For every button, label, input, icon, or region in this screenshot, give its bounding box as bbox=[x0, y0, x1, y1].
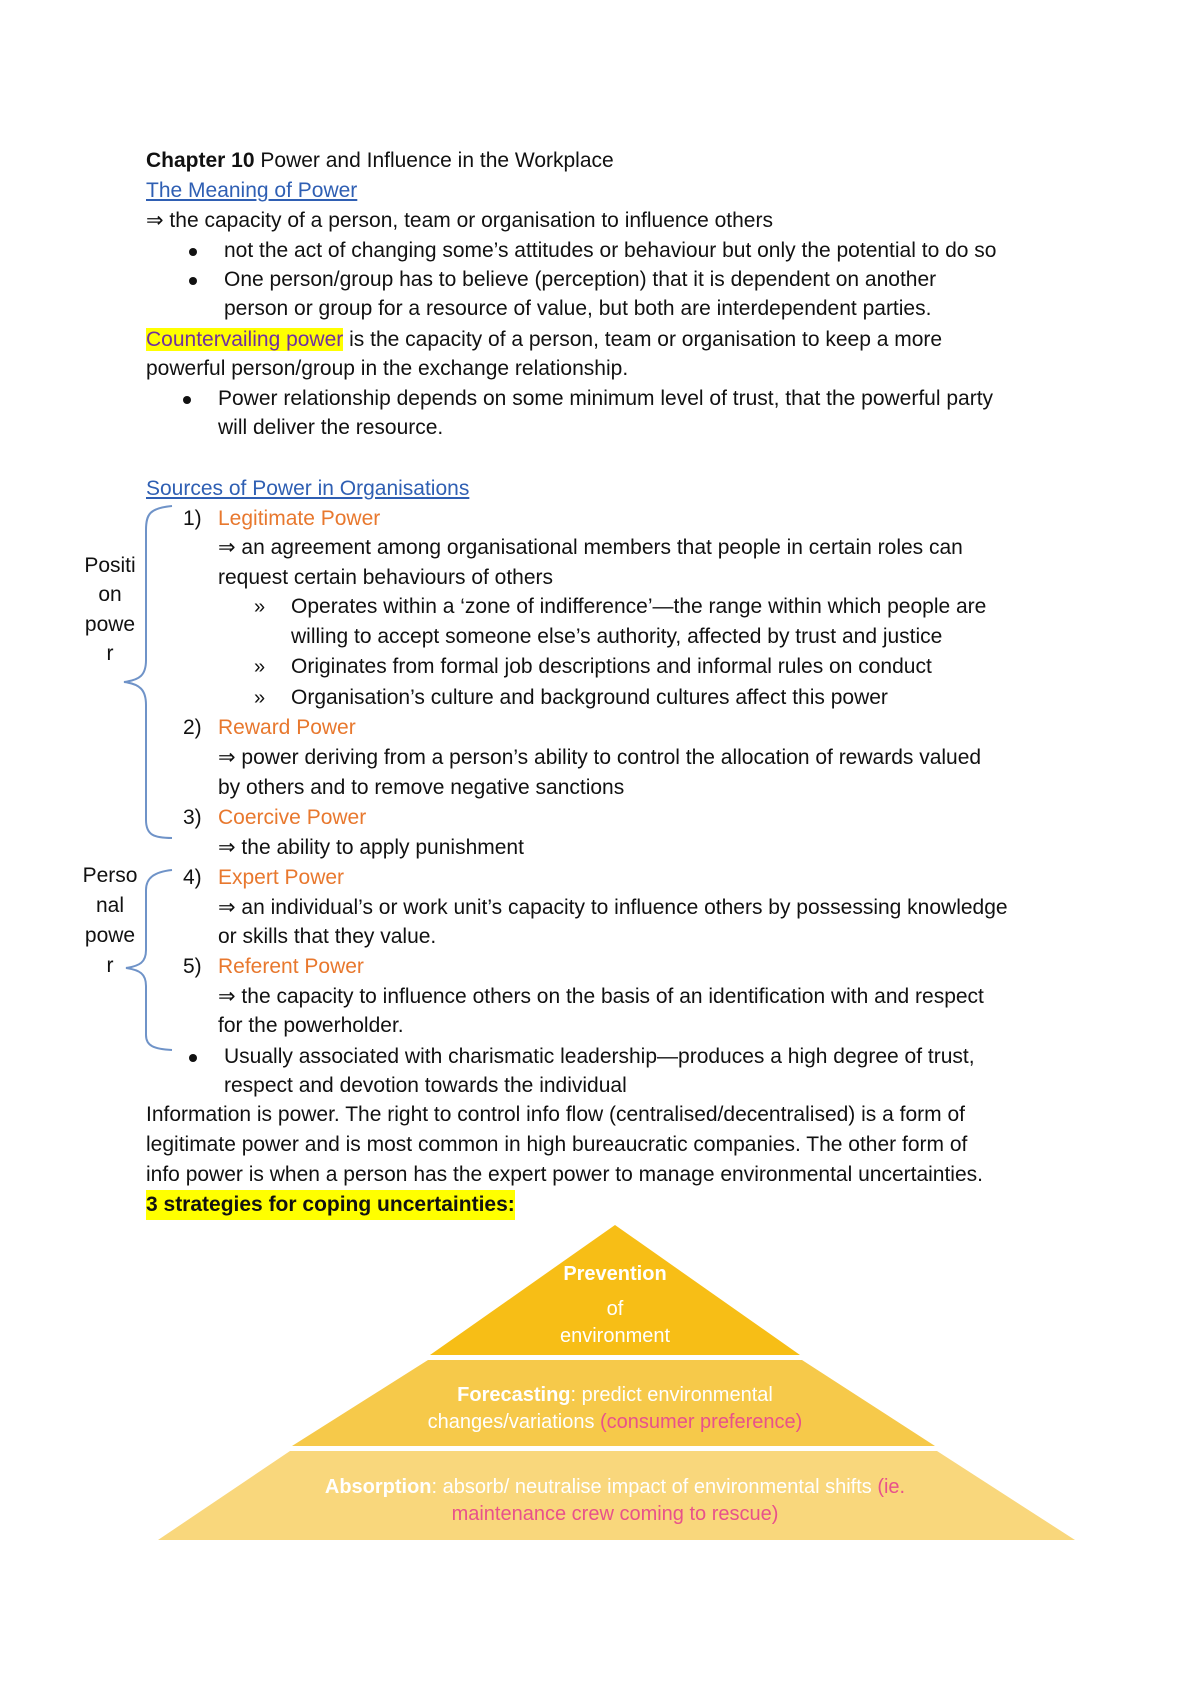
meaning-bullet-2-cont: person or group for a resource of value, but both are interdependent parties. bbox=[224, 297, 932, 320]
pyramid-middle-label-1 bbox=[457, 1384, 773, 1406]
item-number: 2) bbox=[183, 716, 202, 739]
personal-label-3: powe bbox=[84, 924, 136, 947]
item-number: 4) bbox=[183, 866, 202, 889]
item-number: 3) bbox=[183, 806, 202, 829]
pyramid-top-label-2: of bbox=[606, 1298, 624, 1320]
info-line-1: Information is power. The right to control info flow (centralised/decentralised) is a form of bbox=[146, 1103, 965, 1126]
personal-label-4: r bbox=[106, 954, 114, 977]
meaning-bullet-2: One person/group has to believe (perception) that it is dependent on another bbox=[224, 268, 937, 291]
pyramid-bottom-label-1 bbox=[325, 1476, 905, 1498]
legit-sub-1-cont: willing to accept someone else’s authority, affected by trust and justice bbox=[291, 625, 943, 648]
forecasting-example: (consumer preference) bbox=[600, 1411, 803, 1433]
referent-bullet: Usually associated with charismatic leadership—produces a high degree of trust, bbox=[224, 1045, 975, 1068]
info-line-3: info power is when a person has the expert power to manage environmental uncertainties. bbox=[146, 1163, 983, 1186]
reward-line-1: ⇒ power deriving from a person’s ability to control the allocation of rewards valued bbox=[218, 746, 982, 769]
expert-line-2: or skills that they value. bbox=[218, 925, 437, 948]
bullet-icon bbox=[189, 1054, 197, 1062]
bullet-icon bbox=[189, 277, 197, 285]
referent-bullet-cont: respect and devotion towards the individual bbox=[224, 1074, 627, 1097]
absorption-text: : absorb/ neutralise impact of environmental shifts bbox=[431, 1476, 878, 1498]
referent-line-2: for the powerholder. bbox=[218, 1014, 404, 1037]
absorption-term: Absorption bbox=[324, 1476, 432, 1498]
page-title bbox=[146, 146, 614, 176]
info-line-2: legitimate power and is most common in high bureaucratic companies. The other form of bbox=[146, 1133, 968, 1156]
legitimate-line-1: ⇒ an agreement among organisational members that people in certain roles can bbox=[218, 536, 963, 559]
countervailing-text: is the capacity of a person, team or organisation to keep a more bbox=[343, 328, 943, 351]
position-label-1: Positi bbox=[84, 554, 136, 577]
bullet-icon bbox=[189, 248, 197, 256]
coercive-power-title: Coercive Power bbox=[218, 806, 367, 829]
legit-sub-2: Originates from formal job descriptions and informal rules on conduct bbox=[291, 655, 932, 678]
reward-power-title: Reward Power bbox=[218, 716, 356, 739]
legit-sub-1: Operates within a ‘zone of indifference’—the range within which people are bbox=[291, 595, 987, 618]
position-label-4: r bbox=[106, 642, 114, 665]
pyramid-top-label-1: Prevention bbox=[563, 1263, 667, 1285]
item-number: 5) bbox=[183, 955, 202, 978]
expert-power-title: Expert Power bbox=[218, 866, 345, 889]
legitimate-line-2: request certain behaviours of others bbox=[218, 566, 554, 589]
countervailing-line-1 bbox=[146, 325, 942, 355]
forecasting-text: : predict environmental bbox=[570, 1384, 773, 1406]
strategy-pyramid bbox=[0, 1220, 1200, 1550]
legitimate-power-title: Legitimate Power bbox=[218, 507, 381, 530]
expert-line-1: ⇒ an individual’s or work unit’s capacity to influence others by possessing knowledge bbox=[218, 896, 1008, 919]
forecasting-term: Forecasting bbox=[457, 1384, 571, 1406]
referent-line-1: ⇒ the capacity to influence others on the basis of an identification with and respect bbox=[218, 985, 984, 1008]
chapter-title: Power and Influence in the Workplace bbox=[254, 149, 614, 172]
countervailing-bullet-cont: will deliver the resource. bbox=[218, 416, 444, 439]
chevron-icon: » bbox=[254, 596, 266, 618]
bullet-icon bbox=[183, 396, 191, 404]
countervailing-term: Countervailing power bbox=[146, 328, 344, 351]
reward-line-2: by others and to remove negative sanctions bbox=[218, 776, 625, 799]
position-label-3: powe bbox=[84, 613, 136, 636]
referent-power-title: Referent Power bbox=[218, 955, 364, 978]
meaning-bullet-1: not the act of changing some’s attitudes or behaviour but only the potential to do so bbox=[224, 239, 997, 262]
personal-label-2: nal bbox=[95, 894, 125, 917]
chevron-icon: » bbox=[254, 687, 266, 709]
personal-label-1: Perso bbox=[82, 864, 138, 887]
pyramid-bottom-label-2: maintenance crew coming to rescue) bbox=[451, 1503, 779, 1525]
chapter-number: Chapter 10 bbox=[146, 149, 255, 172]
item-number: 1) bbox=[183, 507, 202, 530]
legit-sub-3: Organisation’s culture and background cultures affect this power bbox=[291, 686, 888, 709]
chevron-icon: » bbox=[254, 656, 266, 678]
sources-heading[interactable]: Sources of Power in Organisations bbox=[146, 477, 470, 500]
pyramid-top-label-3: environment bbox=[559, 1325, 671, 1347]
countervailing-bullet: Power relationship depends on some minimum level of trust, that the powerful party bbox=[218, 387, 994, 410]
pyramid-middle-label-2 bbox=[428, 1411, 803, 1433]
countervailing-line-2: powerful person/group in the exchange relationship. bbox=[146, 357, 629, 380]
meaning-heading[interactable]: The Meaning of Power bbox=[146, 179, 358, 202]
position-label-2: on bbox=[98, 583, 122, 606]
strategies-heading: 3 strategies for coping uncertainties: bbox=[146, 1190, 515, 1220]
meaning-definition: ⇒ the capacity of a person, team or organisation to influence others bbox=[146, 209, 773, 232]
forecasting-text-2: changes/variations bbox=[427, 1411, 601, 1433]
coercive-line-1: ⇒ the ability to apply punishment bbox=[218, 836, 524, 859]
absorption-example-1: (ie. bbox=[877, 1476, 906, 1498]
